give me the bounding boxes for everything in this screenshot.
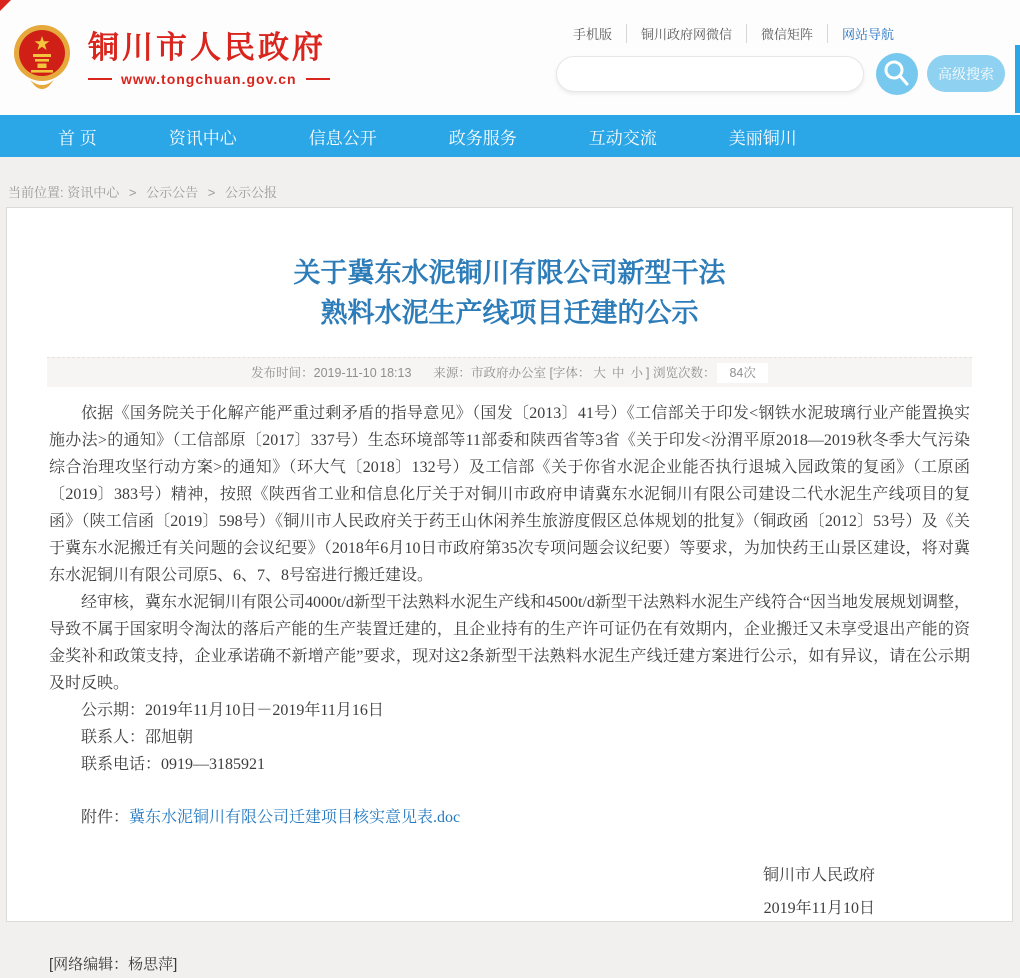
contact-phone-line: 联系电话：0919—3185921 [81,756,266,773]
breadcrumb-separator: > [128,185,137,200]
views-label: 浏览次数： [652,366,716,380]
font-size-bracket-open: [字体： [549,366,591,380]
font-size-small-button[interactable]: 小 [630,366,643,380]
magnifier-icon [876,53,918,95]
article-signature [49,859,970,925]
site-logo[interactable] [12,22,330,94]
font-size-large-button[interactable]: 大 [593,366,606,380]
source-value: 市政府办公室 [470,366,546,380]
site-url [88,71,330,87]
breadcrumb-item-public-notices[interactable]: 公示公告 [146,185,199,200]
breadcrumb-separator: > [207,185,216,200]
nav-item-beautiful-tongchuan[interactable]: 美丽铜川 [728,128,797,148]
article-meta-bar [47,357,972,387]
header-top-links [559,24,908,43]
nav-item-interaction[interactable]: 互动交流 [588,128,657,148]
article-paragraph: 依据《国务院关于化解产能严重过剩矛盾的指导意见》（国发〔2013〕41号）《工信部关于印发<钢铁水泥玻璃行业产能置换实施办法>的通知》（工信部原〔2017〕337号）生态环境部等11部委和陕西省等3省《关于印发<汾渭平原2018—2019秋冬季大气污染综合治理攻坚行动方案>的通知》（环大气〔2018〕132号）及工信部《关于你省水泥企业能否执行退城入园政策的复函》（工原函〔2019〕383号）精神，按照《陕西省工业和信息化厅关于对铜川市政府申请冀东水泥铜川有限公司建设二代水泥生产线项目的复函》（陕工信函〔2019〕598号）《铜川市人民政府关于药王山休闲养生旅游度假区总体规划的批复》（铜政函〔2012〕53号）及《关于冀东水泥搬迁有关问题的会议纪要》（2018年6月10日市政府第35次专项问题会议纪要）等要求，为加快药王山景区建设，将对冀东水泥铜川有限公司原5、6、7、8号窑进行搬迁建设。 [49,405,970,584]
font-size-medium-button[interactable]: 中 [611,366,625,380]
corner-artifact [0,0,11,11]
top-link-wechat-matrix[interactable]: 微信矩阵 [747,24,828,43]
nav-item-home[interactable]: 首 页 [58,128,97,148]
attachment-doc-link[interactable]: 冀东水泥铜川有限公司迁建项目核实意见表.doc [129,809,461,826]
article-container [6,207,1013,973]
breadcrumb [0,157,1020,201]
views-count: 84次 [717,363,767,383]
signature-date: 2019年11月10日 [763,900,875,917]
site-name: 铜川市人民政府 [88,29,326,65]
article-title-line2: 熟料水泥生产线项目迁建的公示 [320,298,699,328]
nav-item-news-center[interactable]: 资讯中心 [168,128,237,148]
site-header [0,0,1020,115]
publish-time-value: 2019-11-10 18:13 [313,366,412,380]
notice-period-line: 公示期：2019年11月10日－2019年11月16日 [81,702,384,719]
signature-org: 铜川市人民政府 [762,867,875,884]
top-link-mobile[interactable]: 手机版 [559,24,627,43]
search-input[interactable] [556,56,864,92]
contact-person-line: 联系人：邵旭朝 [81,729,194,746]
right-edge-stripe [1015,45,1020,113]
nav-item-info-disclosure[interactable]: 信息公开 [308,128,377,148]
main-navigation [0,115,1020,157]
attachment-line [49,804,970,831]
article-paragraph: 经审核，冀东水泥铜川有限公司4000t/d新型干法熟料水泥生产线和4500t/d新型干法熟料水泥生产线符合“因当地发展规划调整，导致不属于国家明令淘汰的落后产能的生产装置迁建的，且企业持有的生产许可证仍在有效期内，企业搬迁又未享受退出产能的资金奖补和政策支持，企业承诺确不新增产能”要求，现对这2条新型干法熟料水泥生产线迁建方案进行公示，如有异议，请在公示期及时反映。 [49,594,970,692]
top-link-wechat[interactable]: 铜川政府网微信 [627,24,747,43]
search-button[interactable] [876,53,918,95]
nav-item-gov-services[interactable]: 政务服务 [448,128,517,148]
attachment-label: 附件： [81,809,130,826]
national-emblem-icon [12,22,72,94]
dash-decoration [88,78,112,80]
breadcrumb-item-public-bulletin[interactable]: 公示公报 [224,185,277,200]
source-label: 来源： [433,366,471,380]
top-link-sitemap[interactable]: 网站导航 [841,27,894,42]
publish-time-label: 发布时间： [251,366,314,380]
article-body [7,400,1012,978]
article-title [62,253,957,333]
editor-note: [网络编辑：杨思萍] [49,956,178,973]
advanced-search-button[interactable]: 高级搜索 [927,55,1005,92]
font-size-bracket-close: ] [645,366,650,380]
site-url-text: www.tongchuan.gov.cn [121,70,297,87]
site-title-block [88,30,330,87]
article-title-line1: 关于冀东水泥铜川有限公司新型干法 [293,258,726,288]
breadcrumb-item-news-center[interactable]: 资讯中心 [67,185,120,200]
dash-decoration [306,78,330,80]
breadcrumb-label: 当前位置: [8,185,64,200]
